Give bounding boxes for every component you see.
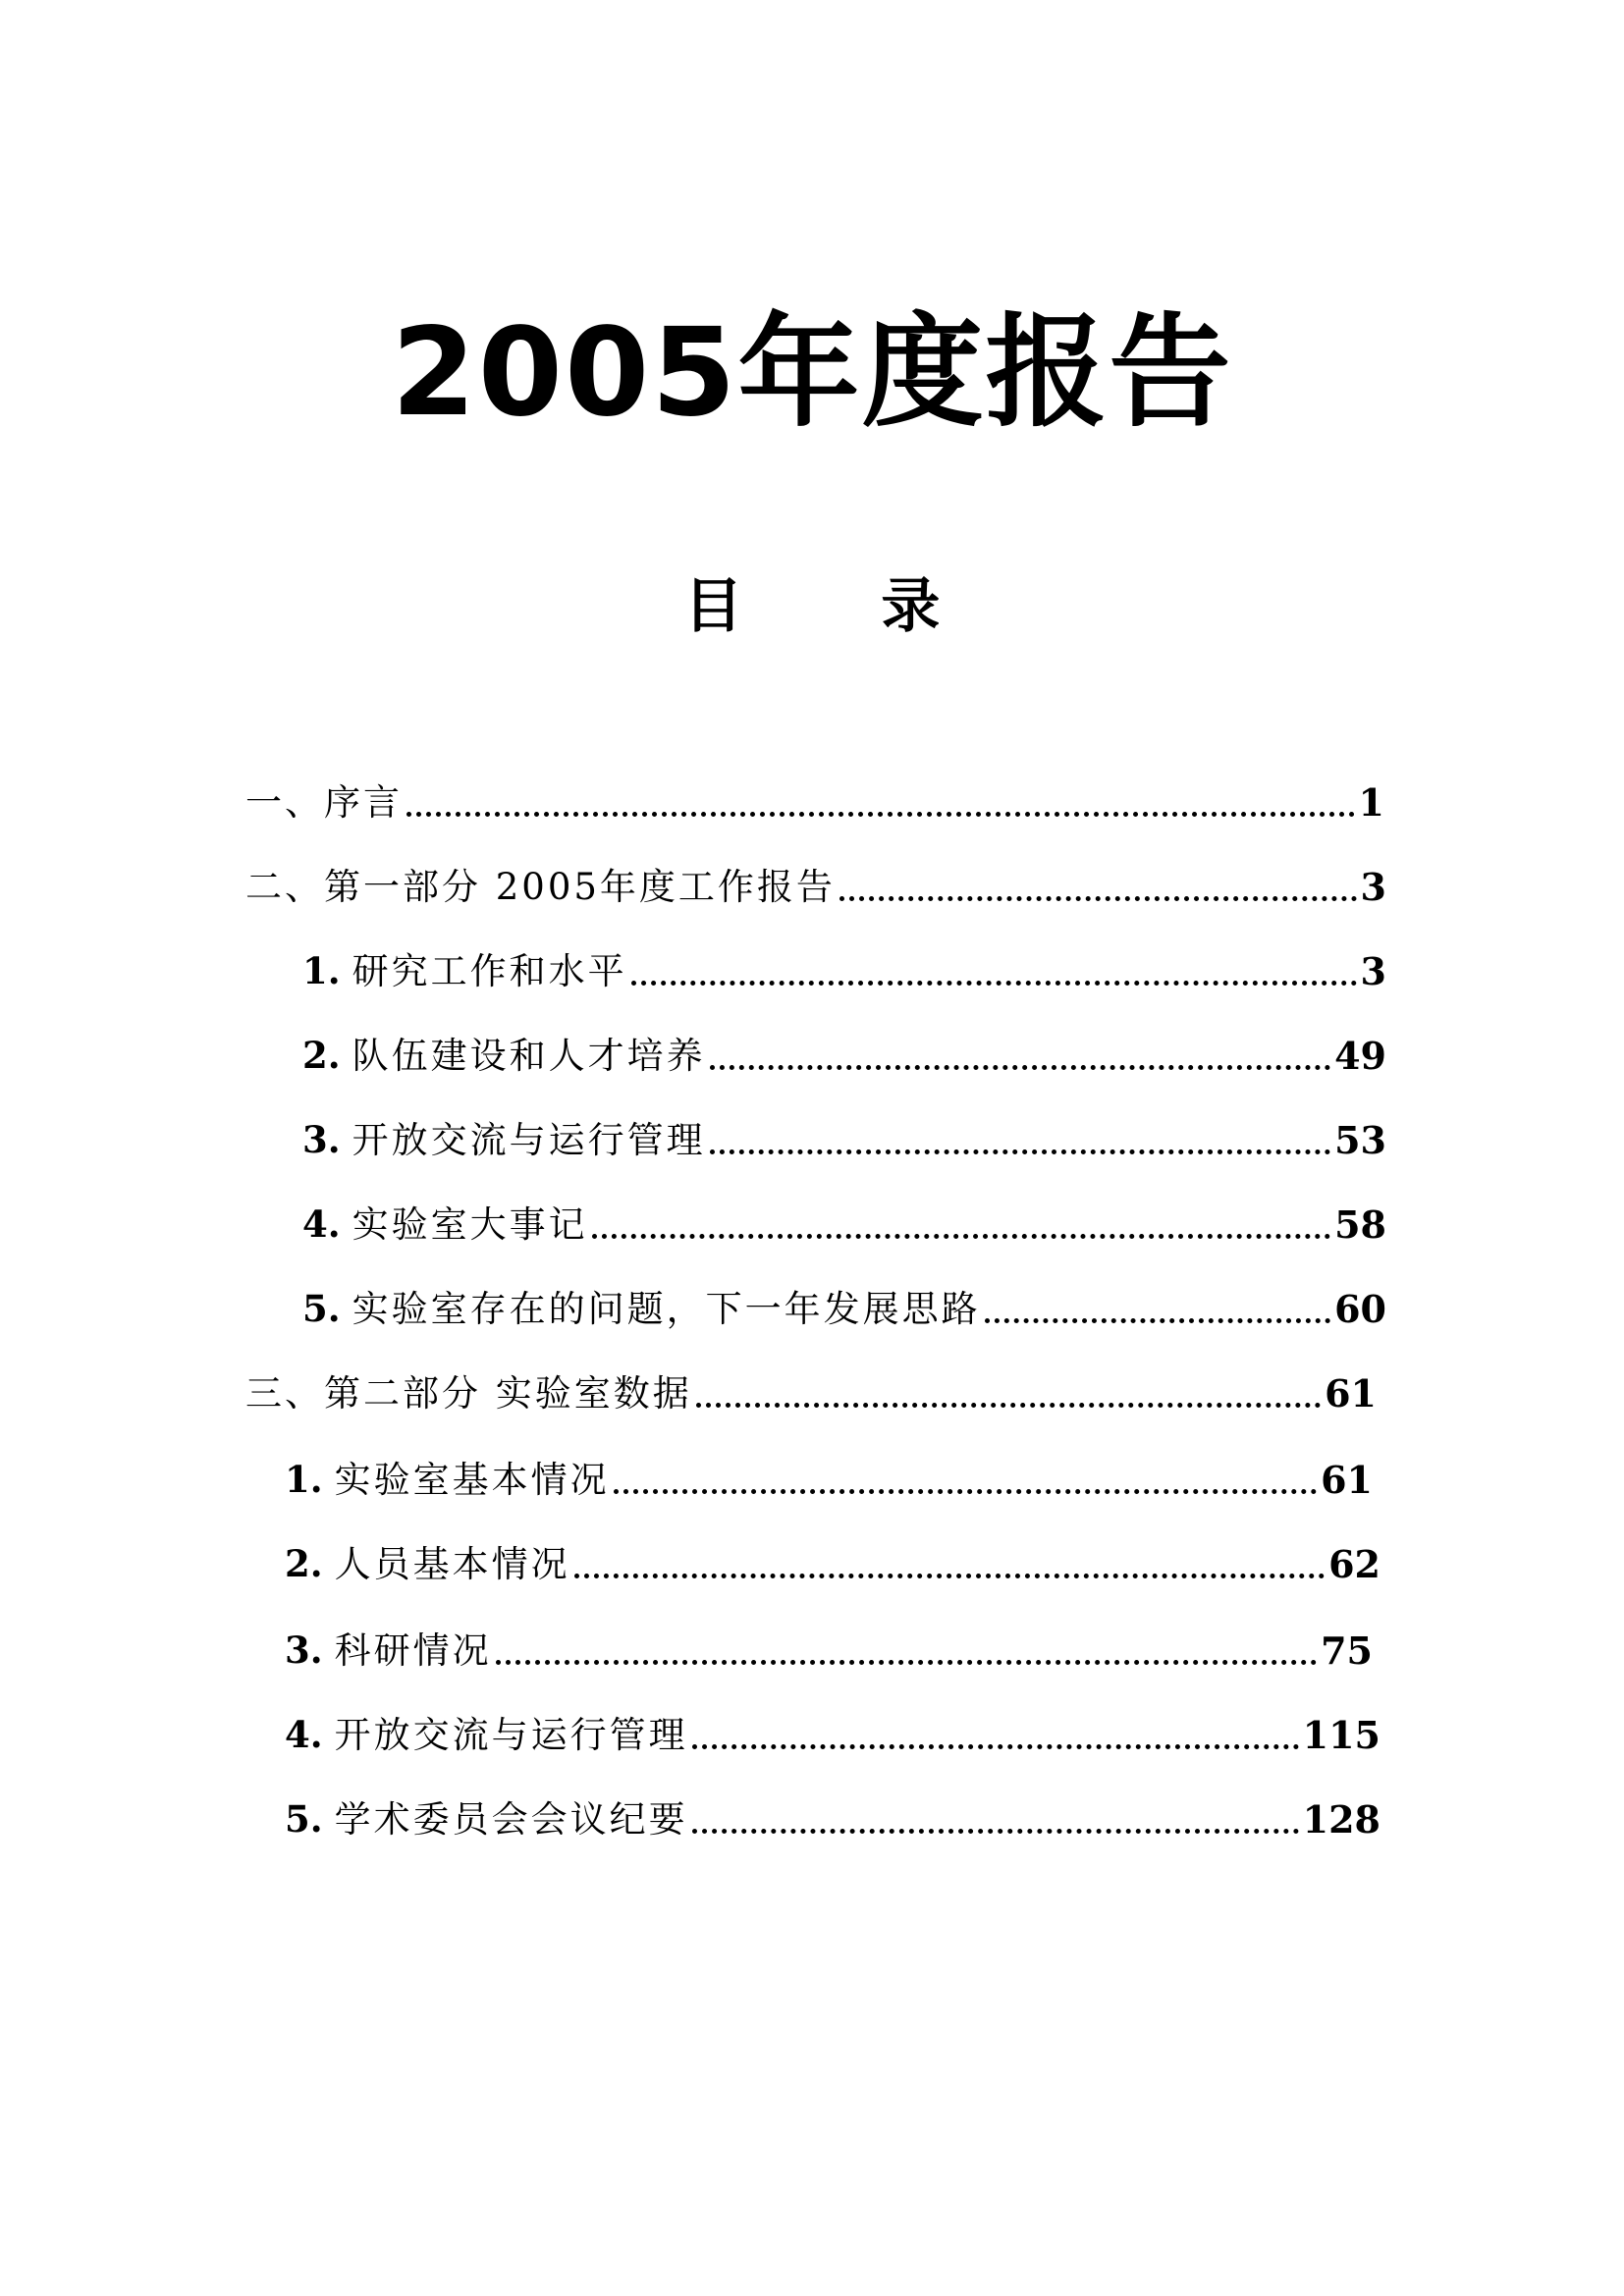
toc-entry-text: 实验室大事记: [352, 1203, 588, 1246]
toc-entry-text: 实验室存在的问题，下一年发展思路: [352, 1288, 981, 1330]
toc-entry-label: [285, 1707, 688, 1763]
toc-page-number: 61: [1325, 1371, 1377, 1415]
toc-entry-text: 实验室基本情况: [334, 1459, 610, 1501]
toc-page-number: 49: [1334, 1034, 1386, 1078]
toc-entry-text: 开放交流与运行管理: [334, 1714, 688, 1756]
toc-leader-dots: [614, 1489, 1317, 1494]
toc-entry-number: 4.: [302, 1202, 341, 1246]
toc-leader-dots: [406, 812, 1355, 817]
toc-entry-lab-basics[interactable]: [285, 1453, 1373, 1508]
toc-entry-number: 3.: [285, 1629, 323, 1672]
toc-page-number: 115: [1302, 1713, 1380, 1757]
toc-entry-number: 5.: [302, 1287, 341, 1330]
report-title: 2005年度报告: [391, 302, 1233, 444]
toc-leader-dots: [496, 1660, 1317, 1665]
toc-entry-number: 5.: [285, 1797, 323, 1841]
toc-leader-dots: [985, 1318, 1330, 1323]
toc-entry-lab-problems[interactable]: [302, 1282, 1386, 1337]
toc-entry-text: 科研情况: [334, 1629, 492, 1672]
toc-entry-open-exchange-data[interactable]: [285, 1708, 1380, 1763]
toc-page-number: 128: [1302, 1797, 1380, 1842]
toc-leader-dots: [692, 1829, 1299, 1834]
toc-entry-preface[interactable]: [245, 775, 1384, 830]
toc-page-number: 1: [1358, 780, 1384, 825]
toc-page-number: 3: [1360, 949, 1386, 993]
toc-entry-number: 2.: [302, 1034, 341, 1077]
toc-entry-number: 1.: [285, 1458, 323, 1501]
toc-entry-number: 4.: [285, 1713, 323, 1756]
toc-entry-part-two[interactable]: [245, 1366, 1377, 1421]
toc-page-number: 53: [1334, 1118, 1386, 1162]
toc-entry-committee-minutes[interactable]: [285, 1792, 1380, 1847]
toc-entry-open-exchange[interactable]: [302, 1113, 1386, 1168]
toc-leader-dots: [592, 1234, 1330, 1239]
toc-entry-text: 人员基本情况: [334, 1543, 570, 1585]
toc-entry-part-one[interactable]: [245, 860, 1386, 915]
toc-entry-text: 研究工作和水平: [352, 950, 627, 992]
toc-entry-text: 学术委员会会议纪要: [334, 1798, 688, 1841]
toc-entry-number: 1.: [302, 949, 341, 992]
toc-page-number: 75: [1321, 1629, 1373, 1673]
toc-entry-label: [302, 943, 627, 999]
toc-entry-label: [285, 1536, 570, 1592]
toc-page-number: 60: [1334, 1287, 1386, 1331]
toc-entry-label: 二、第一部分 2005年度工作报告: [245, 866, 836, 908]
toc-page-number: 3: [1360, 865, 1386, 909]
toc-entry-label: [285, 1791, 688, 1847]
toc-entry-label: [302, 1281, 981, 1337]
toc-entry-label: 三、第二部分 实验室数据: [245, 1372, 692, 1415]
toc-entry-text: 开放交流与运行管理: [352, 1119, 706, 1161]
toc-leader-dots: [710, 1149, 1330, 1154]
toc-entry-staff-basics[interactable]: [285, 1537, 1380, 1592]
toc-entry-label: [285, 1623, 492, 1679]
toc-entry-label: [302, 1112, 706, 1168]
toc-heading: 目 录: [683, 572, 1000, 641]
toc-entry-label: [285, 1452, 610, 1508]
toc-entry-number: 2.: [285, 1542, 323, 1585]
toc-entry-label: 一、序言: [245, 781, 403, 824]
toc-entry-team-building[interactable]: [302, 1029, 1386, 1084]
toc-entry-label: [302, 1028, 706, 1084]
toc-entry-research-status[interactable]: [285, 1624, 1373, 1679]
toc-page-number: 61: [1321, 1458, 1373, 1502]
toc-leader-dots: [631, 981, 1357, 986]
toc-leader-dots: [710, 1065, 1330, 1070]
toc-entry-number: 3.: [302, 1118, 341, 1161]
toc-entry-text: 队伍建设和人才培养: [352, 1035, 706, 1077]
toc-leader-dots: [839, 896, 1357, 901]
toc-leader-dots: [696, 1403, 1321, 1408]
toc-leader-dots: [692, 1744, 1299, 1749]
toc-leader-dots: [574, 1574, 1325, 1578]
toc-page-number: 58: [1334, 1202, 1386, 1247]
toc-entry-research-work[interactable]: [302, 944, 1386, 999]
toc-entry-lab-events[interactable]: [302, 1198, 1386, 1253]
toc-entry-label: [302, 1197, 588, 1253]
toc-page-number: 62: [1328, 1542, 1380, 1586]
